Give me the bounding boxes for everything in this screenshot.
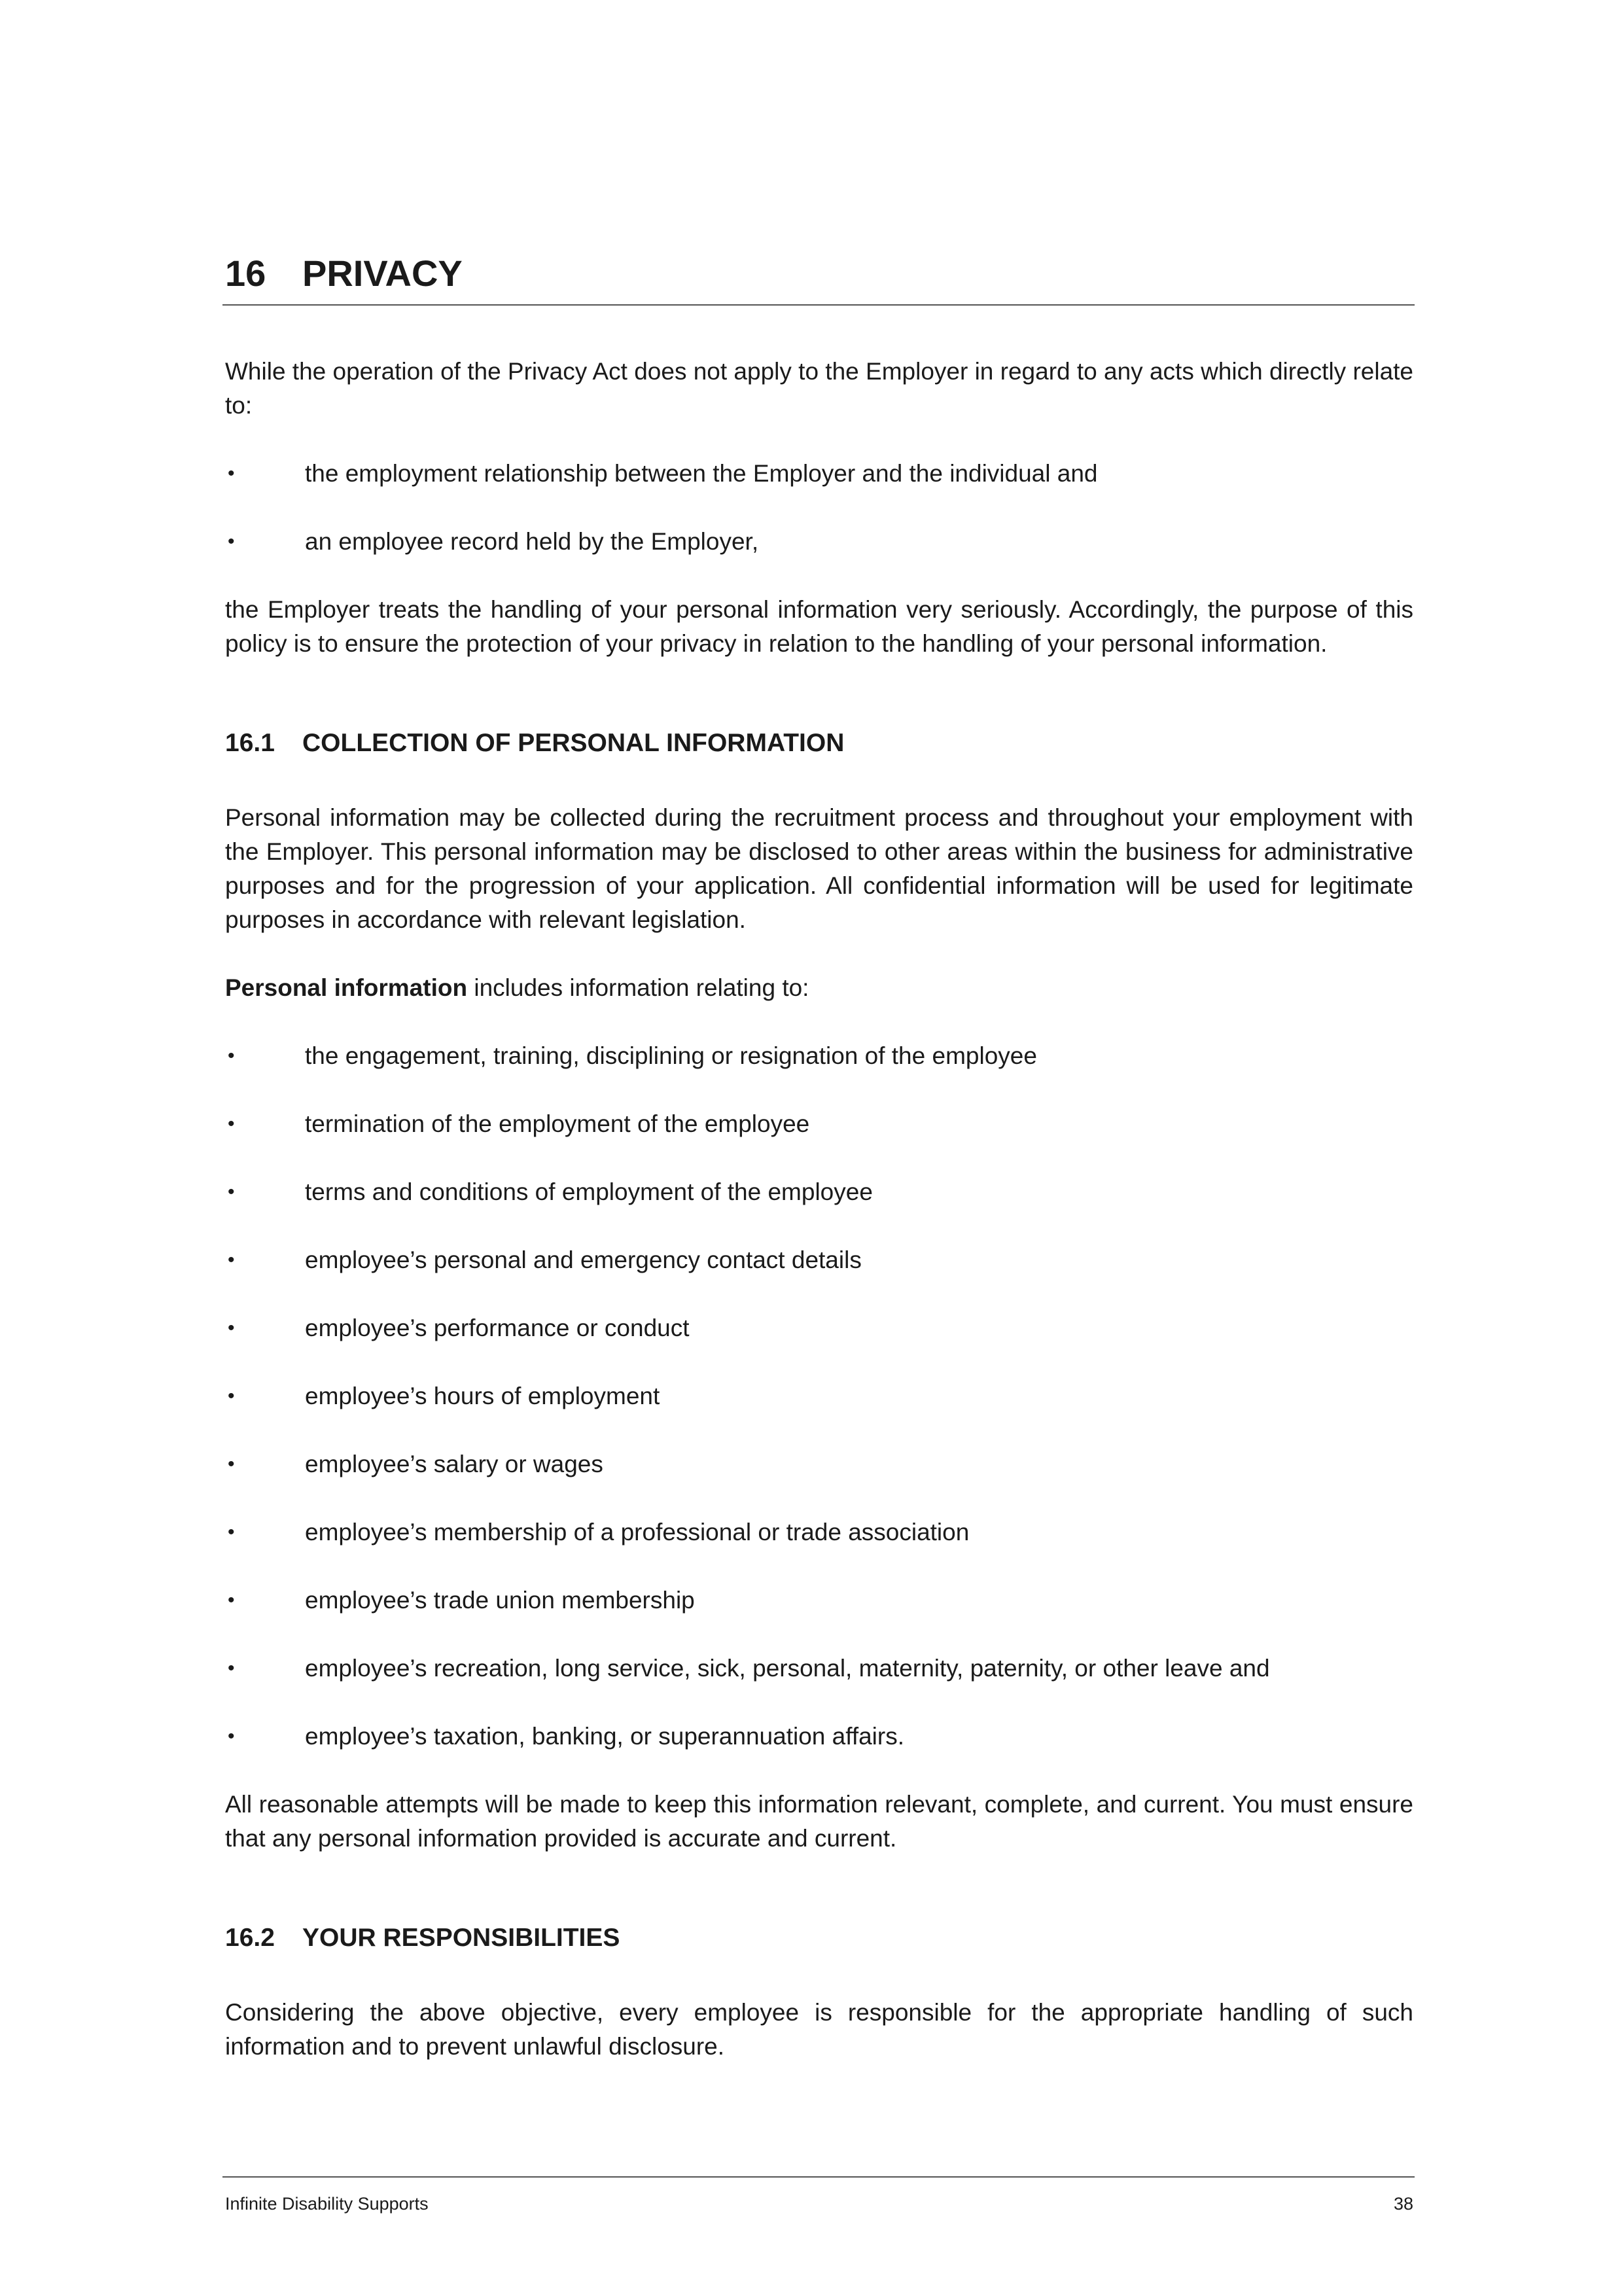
includes-text: includes information relating to: bbox=[467, 974, 809, 1001]
subsection-number: 16.2 bbox=[225, 1924, 275, 1952]
intro-paragraph: While the operation of the Privacy Act does not apply to the Employer in regard to any acts which directly relate to: bbox=[225, 358, 1413, 419]
page-footer bbox=[225, 2192, 1413, 2216]
list-item bbox=[225, 457, 1413, 491]
list-item-text: employee’s performance or conduct bbox=[305, 1315, 690, 1341]
section-title: PRIVACY bbox=[302, 253, 463, 294]
bullet-icon: • bbox=[228, 531, 235, 552]
responsibilities-paragraph: Considering the above objective, every employee is responsible for the appropriate handling of such information and to prevent unlawful disclosure. bbox=[225, 1999, 1413, 2060]
list-item bbox=[225, 1175, 1413, 1209]
bullet-icon: • bbox=[228, 1113, 235, 1135]
list-item bbox=[225, 1515, 1413, 1549]
bullet-icon: • bbox=[228, 463, 235, 484]
includes-paragraph bbox=[225, 971, 1413, 1005]
bullet-icon: • bbox=[228, 1249, 235, 1271]
bullet-icon: • bbox=[228, 1181, 235, 1203]
list-item-text: the employment relationship between the Employer and the individual and bbox=[305, 460, 1098, 487]
bullet-icon: • bbox=[228, 1045, 235, 1067]
bullet-icon: • bbox=[228, 1725, 235, 1747]
list-item bbox=[225, 1583, 1413, 1617]
list-item bbox=[225, 1039, 1413, 1073]
subsection-title: YOUR RESPONSIBILITIES bbox=[302, 1924, 620, 1952]
bullet-icon: • bbox=[228, 1589, 235, 1611]
list-item bbox=[225, 1447, 1413, 1481]
collection-paragraph: Personal information may be collected during the recruitment process and throughout your employment with the Employer. This personal information may be disclosed to other areas within the business for administrative purposes and for the progression of your application. All confidential information will be used for legitimate purposes in accordance with relevant legislation. bbox=[225, 804, 1413, 933]
list-item-text: terms and conditions of employment of the employee bbox=[305, 1178, 873, 1205]
list-item-text: employee’s salary or wages bbox=[305, 1451, 603, 1477]
collection-closing-paragraph: All reasonable attempts will be made to keep this information relevant, complete, and current. You must ensure that any personal information provided is accurate and current. bbox=[225, 1791, 1413, 1852]
list-item bbox=[225, 525, 1413, 559]
list-item bbox=[225, 1107, 1413, 1141]
subsection-heading bbox=[225, 1918, 1413, 1958]
section-number: 16 bbox=[225, 253, 266, 294]
list-item-text: employee’s membership of a professional or trade association bbox=[305, 1519, 970, 1545]
footer-divider bbox=[222, 2176, 1415, 2178]
list-item-text: termination of the employment of the employee bbox=[305, 1110, 810, 1137]
list-item-text: an employee record held by the Employer, bbox=[305, 528, 759, 555]
bullet-icon: • bbox=[228, 1317, 235, 1339]
heading-divider bbox=[222, 304, 1415, 306]
intro-closing-paragraph: the Employer treats the handling of your personal information very seriously. Accordingly, the purpose of this policy is to ensure the protection of your privacy in relation to the handling of your personal information. bbox=[225, 596, 1413, 657]
list-item-text: employee’s trade union membership bbox=[305, 1587, 695, 1614]
subsection-title: COLLECTION OF PERSONAL INFORMATION bbox=[302, 729, 845, 757]
list-item bbox=[225, 1720, 1413, 1754]
section-heading bbox=[225, 247, 1413, 300]
includes-bold-term: Personal information bbox=[225, 974, 468, 1001]
bullet-icon: • bbox=[228, 1657, 235, 1679]
page-number: 38 bbox=[1393, 2194, 1413, 2214]
list-item bbox=[225, 1651, 1413, 1686]
bullet-icon: • bbox=[228, 1453, 235, 1475]
list-item-text: employee’s recreation, long service, sick, personal, maternity, paternity, or other leave and bbox=[305, 1655, 1270, 1682]
subsection-heading bbox=[225, 724, 1413, 763]
bullet-icon: • bbox=[228, 1521, 235, 1543]
list-item bbox=[225, 1311, 1413, 1345]
list-item-text: employee’s personal and emergency contact details bbox=[305, 1246, 862, 1273]
list-item-text: employee’s taxation, banking, or superannuation affairs. bbox=[305, 1723, 905, 1750]
list-item-text: employee’s hours of employment bbox=[305, 1383, 660, 1409]
footer-company: Infinite Disability Supports bbox=[225, 2194, 429, 2214]
bullet-icon: • bbox=[228, 1385, 235, 1407]
list-item bbox=[225, 1243, 1413, 1277]
list-item-text: the engagement, training, disciplining or resignation of the employee bbox=[305, 1042, 1037, 1069]
subsection-number: 16.1 bbox=[225, 729, 275, 757]
list-item bbox=[225, 1379, 1413, 1413]
